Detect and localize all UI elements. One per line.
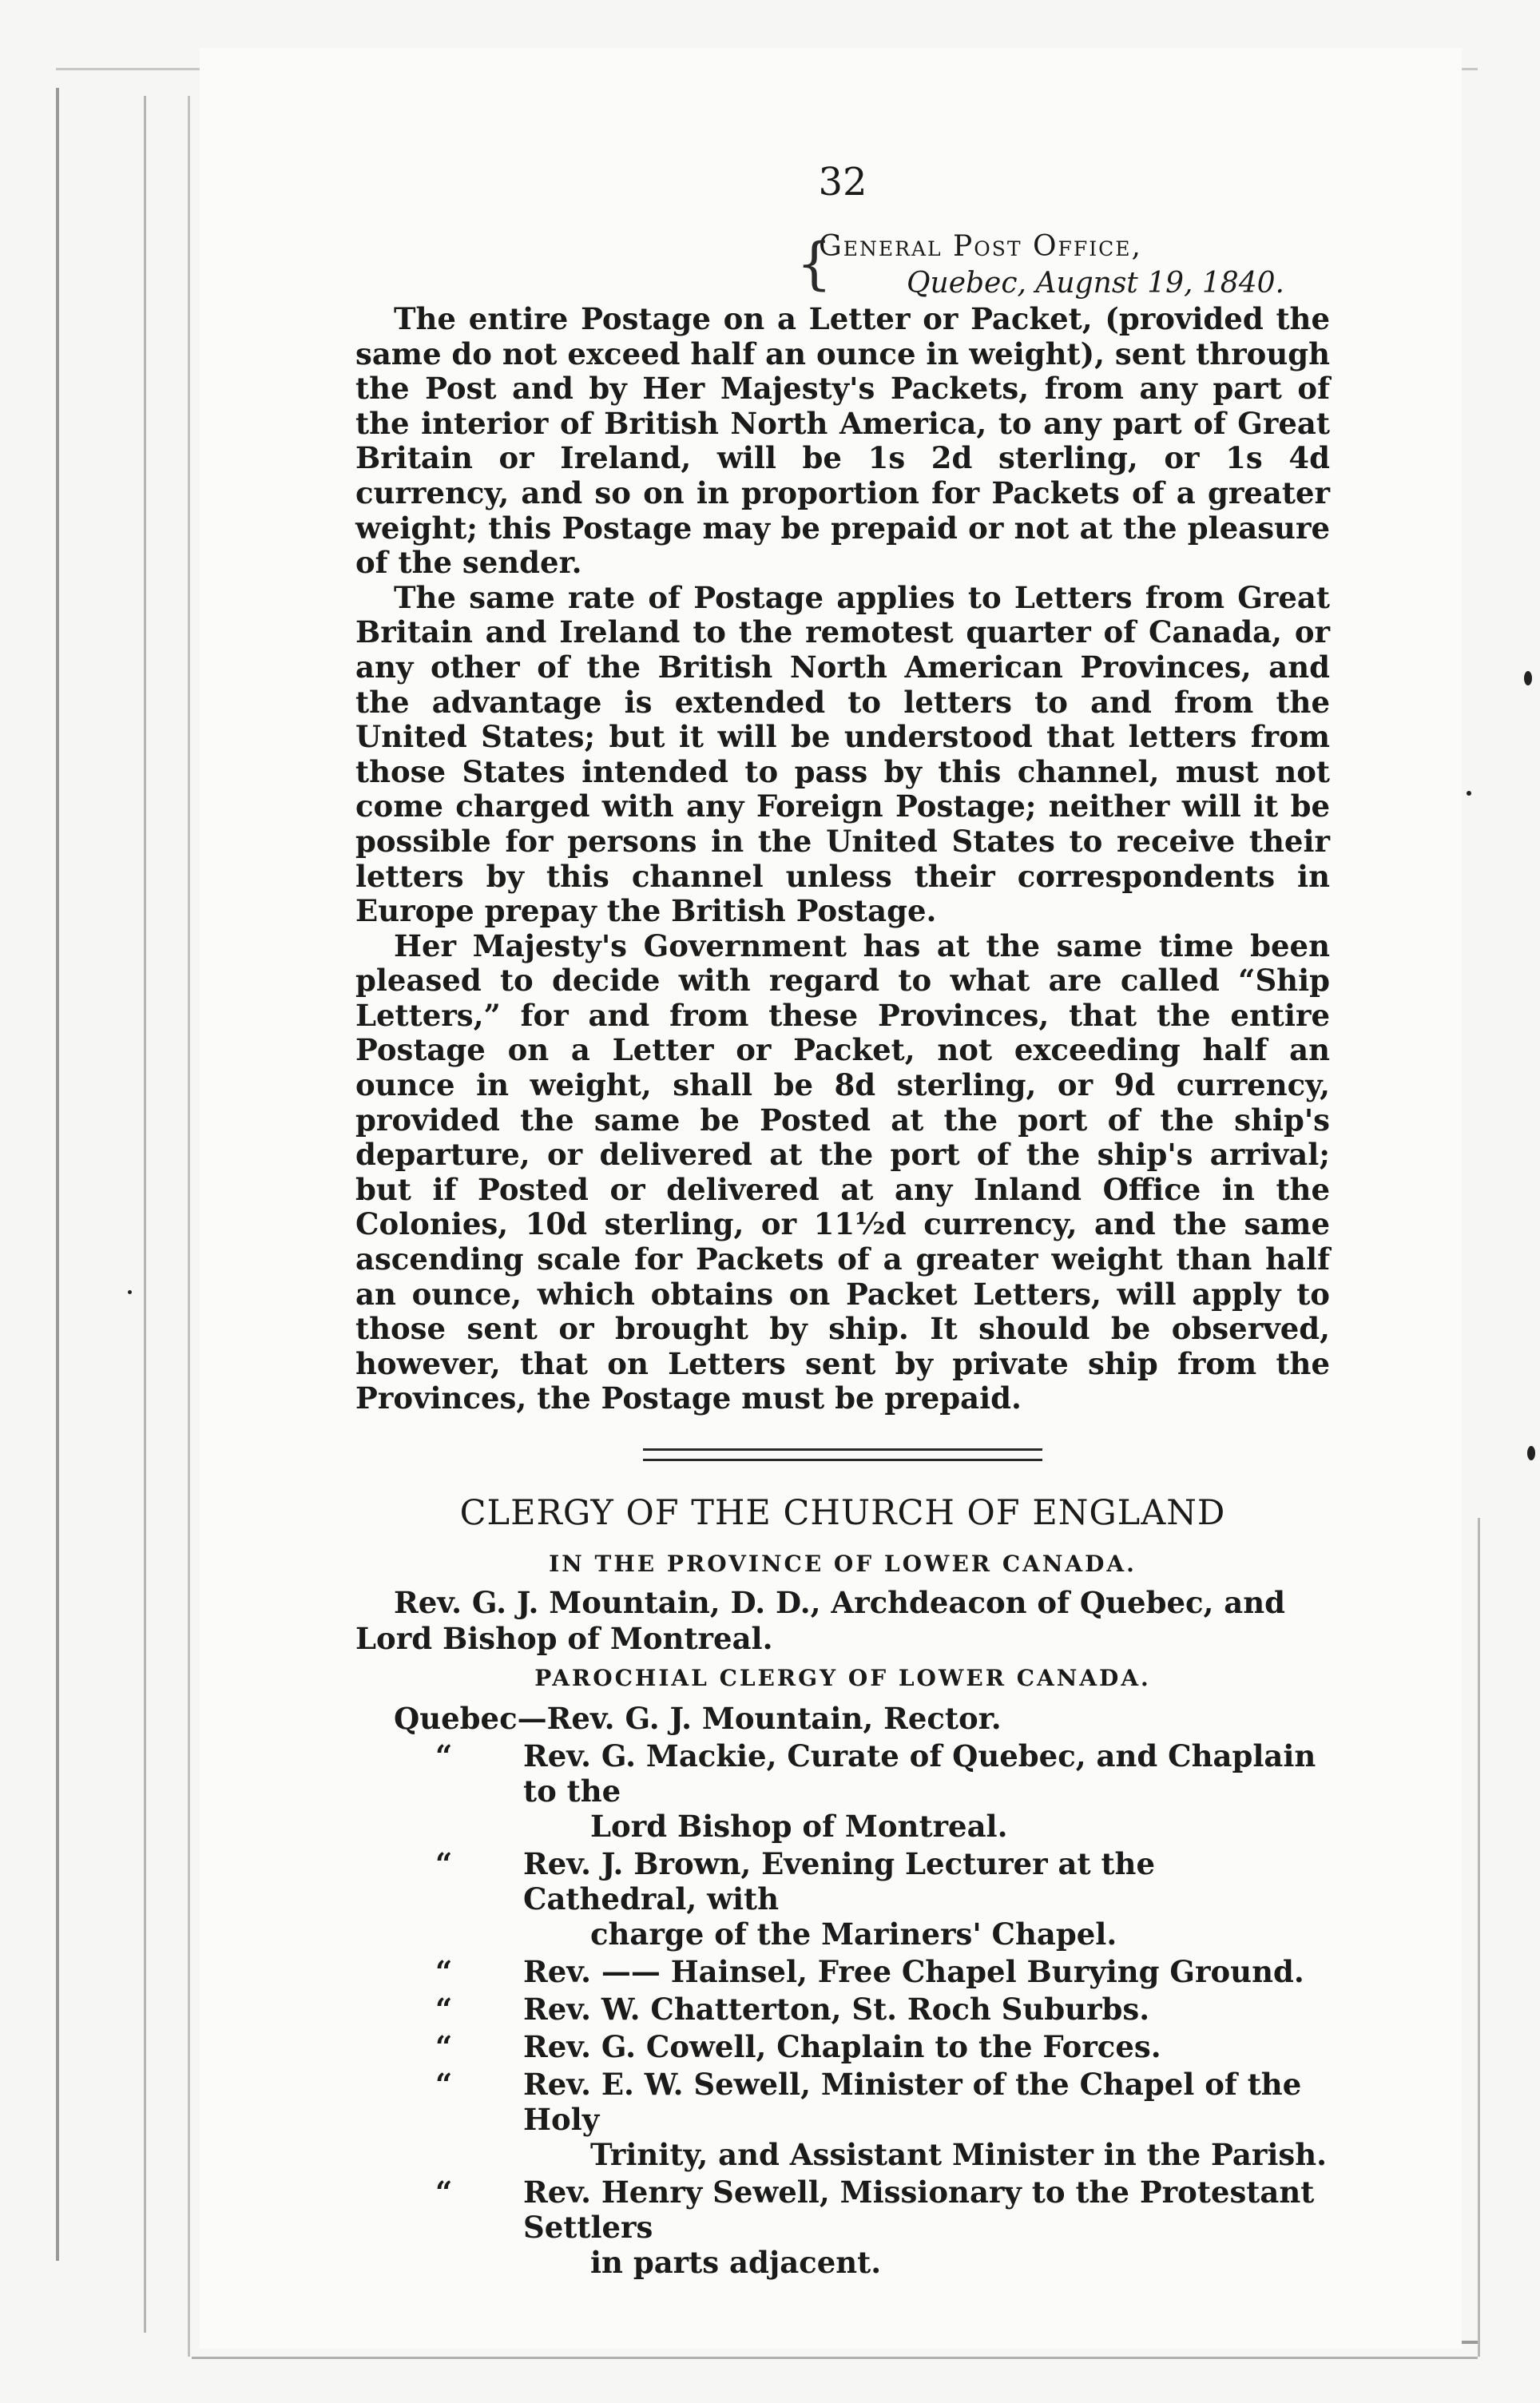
paragraph-same-rate: The same rate of Postage applies to Letters from Great Britain and Ireland to the remotest quarter of Canada, or any other of the British North American Provinces, and the advantage is extended to letters to and from the United States; but it will be understood that letters from those States intended to pass by this channel, must not come charged with any Foreign Postage; neither will it be possible for persons in the United States to receive their letters by this channel unless their correspondents in Europe prepay the British Postage. [355,579,1330,929]
clergy-entry-line: Rev. Henry Sewell, Missionary to the Protestant Settlers [523,2175,1315,2245]
clergy-subtitle: IN THE PROVINCE OF LOWER CANADA. [549,1551,1137,1577]
ditto-mark: “ [435,2175,453,2210]
clergy-entry-line: Rev. W. Chatterton, St. Roch Suburbs. [523,1992,1150,2027]
page-text [355,160,1330,2282]
page-edge-left-inner-2 [188,96,190,2357]
ditto-mark: “ [435,1992,453,2027]
page-edge-left-inner [144,96,146,2333]
clergy-entry [355,2067,1330,2172]
clergy-entry-continuation: charge of the Mariners' Chapel. [590,1916,1117,1952]
clergy-entry-line: Rev. J. Brown, Evening Lecturer at the Cathedral, with [523,1846,1156,1916]
dateline-date: Quebec, Augnst 19, 1840. [907,267,1284,300]
clergy-entry [355,1992,1330,2027]
clergy-entry-line: Rev. G. Cowell, Chaplain to the Forces. [523,2029,1161,2064]
ditto-mark: “ [435,1954,453,1989]
ditto-mark: “ [435,2067,453,2102]
page-edge-left [56,88,59,2261]
ink-speck [1527,1446,1535,1460]
clergy-entry-rector: Quebec—Rev. G. J. Mountain, Rector. [394,1701,1002,1736]
clergy-entry [355,2029,1330,2064]
parochial-heading: PAROCHIAL CLERGY OF LOWER CANADA. [534,1665,1151,1691]
clergy-entry-continuation: Lord Bishop of Montreal. [590,1809,1008,1844]
clergy-entry [355,1846,1330,1952]
clergy-entry-line: Rev. —— Hainsel, Free Chapel Burying Ground. [523,1954,1304,1989]
ink-speck [1467,791,1471,796]
ink-speck [1524,671,1532,685]
dateline [796,228,1330,302]
page-edge-right [1478,1518,1480,2357]
section-divider [643,1448,1042,1461]
clergy-title: CLERGY OF THE CHURCH OF ENGLAND [459,1493,1226,1533]
clergy-entry-line: Rev. G. Mackie, Curate of Quebec, and Chaplain to the [523,1738,1316,1809]
clergy-entry [355,1954,1330,1989]
clergy-entry [355,2175,1330,2280]
ink-speck [128,1290,132,1294]
clergy-entry-line: Rev. E. W. Sewell, Minister of the Chapel of the Holy [523,2067,1302,2137]
ditto-mark: “ [435,1738,453,1773]
ditto-mark: “ [435,2029,453,2064]
clergy-entry [355,1738,1330,1844]
dateline-office: General Post Office, [819,230,1142,263]
ditto-mark: “ [435,1846,453,1881]
paragraph-ship-letters: Her Majesty's Government has at the same time been pleased to decide with regard to what are called “Ship Letters,” for and from these Provinces, that the entire Postage on a Letter or Packet, not exceeding half an ounce in weight, shall be 8d sterling, or 9d currency, provided the same be Posted at the port of the ship's departure, or delivered at the port of the ship's arrival; but if Posted or delivered at any Inland Office in the Colonies, 10d sterling, or 11½d currency, and the same ascending scale for Packets of a greater weight than half an ounce, which obtains on Packet Letters, will apply to those sent or brought by ship. It should be observed, however, that on Letters sent by private ship from the Provinces, the Postage must be prepaid. [355,927,1330,1416]
page-edge-bottom-2 [192,2357,1478,2359]
paragraph-postage-rate: The entire Postage on a Letter or Packet, (provided the same do not exceed half an ounce in weight), sent through the Post and by Her Majesty's Packets, from any part of the interior of British North America, to any part of Great Britain or Ireland, will be 1s 2d sterling, or 1s 4d currency, and so on in proportion for Packets of a greater weight; this Postage may be prepaid or not at the pleasure of the sender. [355,301,1330,581]
clergy-list [355,1701,1330,2280]
bishop-entry: Rev. G. J. Mountain, D. D., Archdeacon of Quebec, and Lord Bishop of Montreal. [355,1585,1286,1656]
clergy-entry-continuation: Trinity, and Assistant Minister in the Parish. [590,2137,1328,2172]
clergy-entry-continuation: in parts adjacent. [590,2245,882,2280]
brace-glyph: { [796,231,832,296]
page-number: 32 [818,160,867,205]
